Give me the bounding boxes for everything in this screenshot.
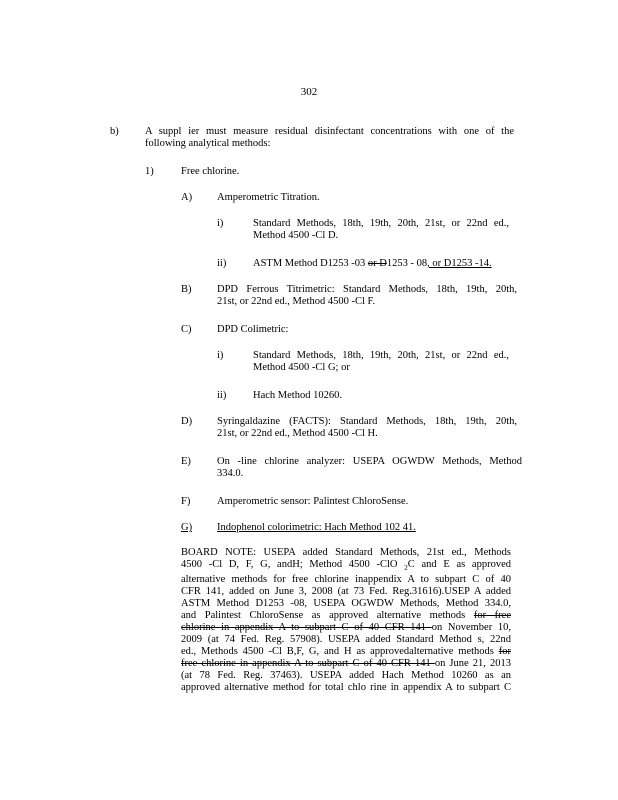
item-C-i-line-1: Standard Methods, 18th, 19th, 20th, 21st, or 22nd ed., [253, 350, 509, 361]
item-A-label: A) [181, 192, 193, 203]
deleted-text: chlorine in appendix A to subpart C of 40 CFR 141 [181, 622, 432, 634]
deleted-text: free chlorine in appendix A to subpart C of 40 CFR 141 [181, 658, 435, 670]
item-C-ii-label: ii) [217, 390, 227, 401]
note-line-5: ASTM Method D1253 -08, USEPA OGWDW Methods, Method 334.0, [181, 598, 511, 610]
note-line-11: (at 78 Fed. Reg. 37463). USEPA added Hach Method 10260 as an [181, 670, 511, 682]
item-C-ii-text: Hach Method 10260. [253, 390, 342, 401]
note-line-8: 2009 (at 74 Fed. Reg. 57908). USEPA added Standard Method s, 22nd [181, 634, 511, 646]
item-A-i-line-2: Method 4500 -Cl D. [253, 230, 339, 241]
note-line-7: chlorine in appendix A to subpart C of 40 CFR 141 on November 10, [181, 622, 511, 634]
item-b-label: b) [110, 126, 119, 137]
item-b-line-2: following analytical methods: [145, 138, 271, 149]
item-B-label: B) [181, 284, 192, 295]
item-E-text [217, 456, 522, 480]
item-b-line-1: A suppl ier must measure residual disinfectant concentrations with one of the [145, 126, 514, 137]
item-b-text [145, 126, 514, 150]
item-B-line-2: 21st, or 22nd ed., Method 4500 -Cl F. [217, 296, 376, 307]
item-E-line-2: 334.0. [217, 468, 244, 479]
item-A-text: Amperometric Titration. [217, 192, 320, 203]
item-D-label: D) [181, 416, 193, 427]
item-B-line-1: DPD Ferrous Titrimetric: Standard Methods, 18th, 19th, 20th, [217, 284, 517, 295]
item-D-text [217, 416, 517, 440]
item-1-text: Free chlorine. [181, 166, 240, 177]
added-text: , or D1253 -14. [427, 258, 492, 269]
deleted-text: for [498, 646, 511, 658]
item-C-label: C) [181, 324, 192, 335]
note-line-3: alternative methods for free chlorine inappendix A to subpart C of 40 [181, 574, 511, 586]
note-line-9: ed., Methods 4500 -Cl B,F, G, and H as approvedalternative methods for [181, 646, 511, 658]
item-A-ii-text [253, 258, 492, 270]
astm-method-number: 1253 - 08 [386, 258, 428, 269]
item-C-text: DPD Colimetric: [217, 324, 289, 335]
note-line-10: free chlorine in appendix A to subpart C of 40 CFR 141 on June 21, 2013 [181, 658, 511, 670]
item-A-i-text [253, 218, 509, 242]
item-C-i-line-2: Method 4500 -Cl G; or [253, 362, 350, 373]
astm-method-text: ASTM Method D1253 -03 [253, 258, 368, 269]
item-A-i-label: i) [217, 218, 224, 229]
note-line-1: BOARD NOTE: USEPA added Standard Methods, 21st ed., Methods [181, 547, 511, 558]
item-E-line-1: On -line chlorine analyzer: USEPA OGWDW Methods, Method [217, 456, 522, 467]
note-line-12: approved alternative method for total chlo rine in appendix A to subpart C [181, 682, 511, 694]
item-D-line-1: Syringaldazine (FACTS): Standard Methods, 18th, 19th, 20th, [217, 416, 517, 427]
item-A-ii-label: ii) [217, 258, 227, 269]
item-D-line-2: 21st, or 22nd ed., Method 4500 -Cl H. [217, 428, 378, 439]
note-line-6: and Palintest ChloroSense as approved alternative methods for free [181, 610, 511, 622]
deleted-text: for free [473, 610, 511, 622]
note-line-2: 4500 -Cl D, F, G, andH; Method 4500 -ClO $_2$C and E as approved [181, 559, 511, 573]
item-1-label: 1) [145, 166, 154, 177]
item-C-i-text [253, 350, 509, 374]
item-E-label: E) [181, 456, 191, 467]
page-number: 302 [300, 86, 318, 98]
item-B-text [217, 284, 517, 308]
item-C-i-label: i) [217, 350, 224, 361]
item-F-text: Amperometric sensor: Palintest ChloroSense. [217, 496, 409, 507]
deleted-text: or D [367, 258, 387, 269]
item-A-i-line-1: Standard Methods, 18th, 19th, 20th, 21st, or 22nd ed., [253, 218, 509, 229]
board-note [181, 547, 511, 694]
item-G-text: Indophenol colorimetric: Hach Method 102 41. [217, 522, 416, 533]
item-G-label: G) [181, 522, 193, 533]
item-F-label: F) [181, 496, 191, 507]
note-line-4: CFR 141, added on June 3, 2008 (at 73 Fed. Reg.31616).USEP A added [181, 586, 511, 598]
